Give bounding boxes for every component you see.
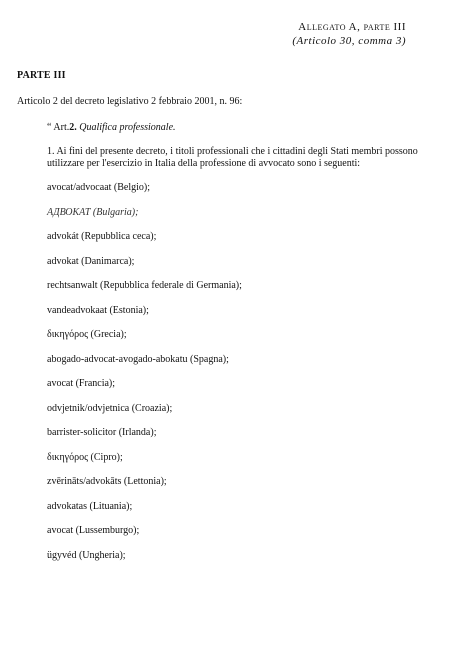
article-title: Qualifica professionale. [79, 122, 176, 133]
list-item: advokat (Danimarca); [47, 255, 135, 267]
article-heading [47, 122, 176, 133]
section-title: PARTE III [17, 70, 66, 81]
list-item: rechtsanwalt (Repubblica federale di Germania); [47, 280, 242, 291]
allegato-label: Allegato A, parte III [298, 21, 406, 33]
list-item: ügyvéd (Ungheria); [47, 549, 126, 561]
list-item: avocat (Francia); [47, 378, 116, 389]
list-item: avocat (Lussemburgo); [47, 525, 140, 536]
list-item: δικηγόρος (Cipro); [47, 451, 123, 463]
article-prefix: “ Art. [47, 122, 70, 133]
list-item: advokatas (Lituania); [47, 500, 133, 512]
document-header [292, 20, 406, 48]
article-number: 2. [69, 122, 77, 133]
list-item: АДВОКАТ (Bulgaria); [47, 206, 139, 218]
list-item: zvērināts/advokāts (Lettonia); [47, 476, 167, 487]
professional-titles-list [47, 182, 242, 574]
articolo-reference: (Articolo 30, comma 3) [292, 35, 406, 47]
list-item: avocat/advocaat (Belgio); [47, 182, 151, 193]
articolo-citation: Articolo 2 del decreto legislativo 2 febbraio 2001, n. 96: [17, 96, 243, 107]
list-item: advokát (Repubblica ceca); [47, 231, 157, 242]
list-item: δικηγόρος (Grecia); [47, 329, 127, 340]
list-item: abogado-advocat-avogado-abokatu (Spagna); [47, 353, 229, 365]
list-item: vandeadvokaat (Estonia); [47, 304, 149, 316]
list-item: odvjetnik/odvjetnica (Croazia); [47, 402, 173, 414]
list-item: barrister-solicitor (Irlanda); [47, 427, 157, 438]
article-paragraph: 1. Ai fini del presente decreto, i titoli professionali che i cittadini degli Stati membri possono utilizzare per l'esercizio in Italia della professione di avvocato sono i seguenti: [47, 146, 418, 169]
